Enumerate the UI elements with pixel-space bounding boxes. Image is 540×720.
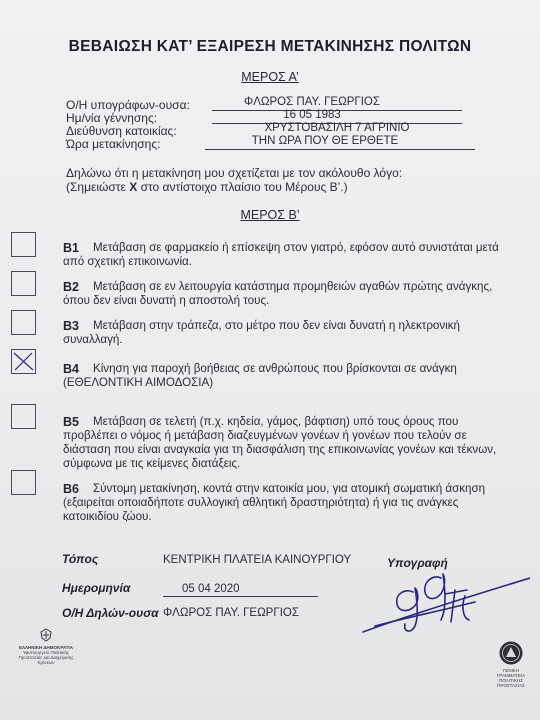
signer-value: ΦΛΩΡΟΣ ΠΑΥ. ΓΕΩΡΓΙΟΣ xyxy=(244,96,380,108)
form-title: ΒΕΒΑΙΩΣΗ ΚΑΤ’ ΕΞΑΙΡΕΣΗ ΜΕΤΑΚΙΝΗΣΗΣ ΠΟΛΙΤΩΝ xyxy=(68,38,472,55)
signature-label: Υπογραφή xyxy=(387,556,448,570)
option-b6-checkbox[interactable] xyxy=(11,470,36,495)
option-b2-code: B2 xyxy=(63,280,79,294)
logo-text-left-2: Υφυπουργείο Πολιτικής Προστασίας και Διαχείρισης Κρίσεων xyxy=(18,650,74,665)
place-label: Τόπος xyxy=(62,552,99,566)
hellenic-republic-logo xyxy=(14,628,78,665)
option-b5-text: Μετάβαση σε τελετή (π.χ. κηδεία, γάμος, βάφτιση) υπό τους όρους που προβλέπει ο νόμος ή μετάβαση διαζευγμένων γονέων ή γονέων που τελούν σε διάσταση που είναι αναγκαία για τη διασφάλιση της επικοινωνίας γονέων και τέκνων, σύμφωνα με τις κείμενες διατάξεις. xyxy=(63,415,497,470)
option-b6-code: B6 xyxy=(63,482,79,496)
option-b3-text: Μετάβαση στην τράπεζα, στο μέτρο που δεν είναι δυνατή η ηλεκτρονική συναλλαγή. xyxy=(63,319,460,346)
time-label: Ώρα μετακίνησης: xyxy=(66,137,161,151)
civil-protection-logo xyxy=(490,640,532,688)
declarant-value: ΦΛΩΡΟΣ ΠΑΥ. ΓΕΩΡΓΙΟΣ xyxy=(163,607,299,619)
logo-text-right-1: ΓΕΝΙΚΗ ΓΡΑΜΜΑΤΕΙΑ ΠΟΛΙΤΙΚΗΣ ΠΡΟΣΤΑΣΙΑΣ xyxy=(496,668,526,688)
coat-of-arms-icon xyxy=(39,628,53,642)
declaration-line-2: (Σημειώστε X στο αντίστοιχο πλαίσιο του Μέρους Β’.) xyxy=(66,180,348,194)
option-b4-code: B4 xyxy=(63,362,79,376)
date-label: Ημερομηνία xyxy=(62,581,131,595)
option-b6-text: Σύντομη μετακίνηση, κοντά στην κατοικία μου, για ατομική σωματική άσκηση (εξαιρείται οποιαδήποτε συλλογική αθλητική δραστηριότητα) ή για τις ανάγκες κατοικιδίου ζώου. xyxy=(63,482,486,523)
option-b5-checkbox[interactable] xyxy=(11,404,36,429)
time-value: ΤΗΝ ΩΡΑ ΠΟΥ ΘΕ ΕΡΘΕΤΕ xyxy=(251,135,399,147)
part-a-heading: ΜΕΡΟΣ Α’ xyxy=(241,70,299,84)
time-line xyxy=(205,149,475,150)
handwritten-signature xyxy=(355,560,530,640)
address-label: Διεύθυνση κατοικίας: xyxy=(66,124,177,138)
place-value: ΚΕΝΤΡΙΚΗ ΠΛΑΤΕΙΑ ΚΑΙΝΟΥΡΓΙΟΥ xyxy=(163,554,352,566)
address-value: ΧΡΥΣΤΟΒΑΣΙΛΗ 7 ΑΓΡΙΝΙΟ xyxy=(264,122,410,134)
checkmark-x-icon xyxy=(12,350,35,373)
option-b4-text: Κίνηση για παροχή βοήθειας σε ανθρώπους που βρίσκονται σε ανάγκη (ΕΘΕΛΟΝΤΙΚΗ ΑΙΜΟΔΟΣΙΑ) xyxy=(63,362,457,389)
option-b2-text: Μετάβαση σε εν λειτουργία κατάστημα προμηθειών αγαθών πρώτης ανάγκης, όπου δεν είναι δυνατή η αποστολή τους. xyxy=(63,280,493,307)
option-b4-checkbox[interactable] xyxy=(11,349,36,374)
option-b3-checkbox[interactable] xyxy=(11,310,36,335)
option-b2-checkbox[interactable] xyxy=(11,271,36,296)
option-b1-checkbox[interactable] xyxy=(11,232,36,257)
option-b1-text: Μετάβαση σε φαρμακείο ή επίσκεψη στον γιατρό, εφόσον αυτό συνιστάται μετά από σχετική επικοινωνία. xyxy=(63,241,499,268)
part-b-heading: ΜΕΡΟΣ Β’ xyxy=(240,208,300,222)
declarant-label: Ο/Η Δηλών-ουσα xyxy=(62,606,159,620)
date-line xyxy=(163,596,318,597)
declaration-line-1: Δηλώνω ότι η μετακίνηση μου σχετίζεται με τον ακόλουθο λόγο: xyxy=(66,166,403,180)
option-b3-code: B3 xyxy=(63,319,79,333)
civil-protection-emblem-icon xyxy=(498,640,524,666)
birthdate-value: 16 05 1983 xyxy=(283,109,341,121)
logo-text-left-1: ΕΛΛΗΝΙΚΗ ΔΗΜΟΚΡΑΤΙΑ xyxy=(18,645,74,650)
option-b1-code: B1 xyxy=(63,241,79,255)
birthdate-label: Ημ/νία γέννησης: xyxy=(66,111,158,125)
date-value: 05 04 2020 xyxy=(182,583,240,595)
option-b5-code: B5 xyxy=(63,415,79,429)
signer-label: Ο/Η υπογράφων-ουσα: xyxy=(66,98,190,112)
